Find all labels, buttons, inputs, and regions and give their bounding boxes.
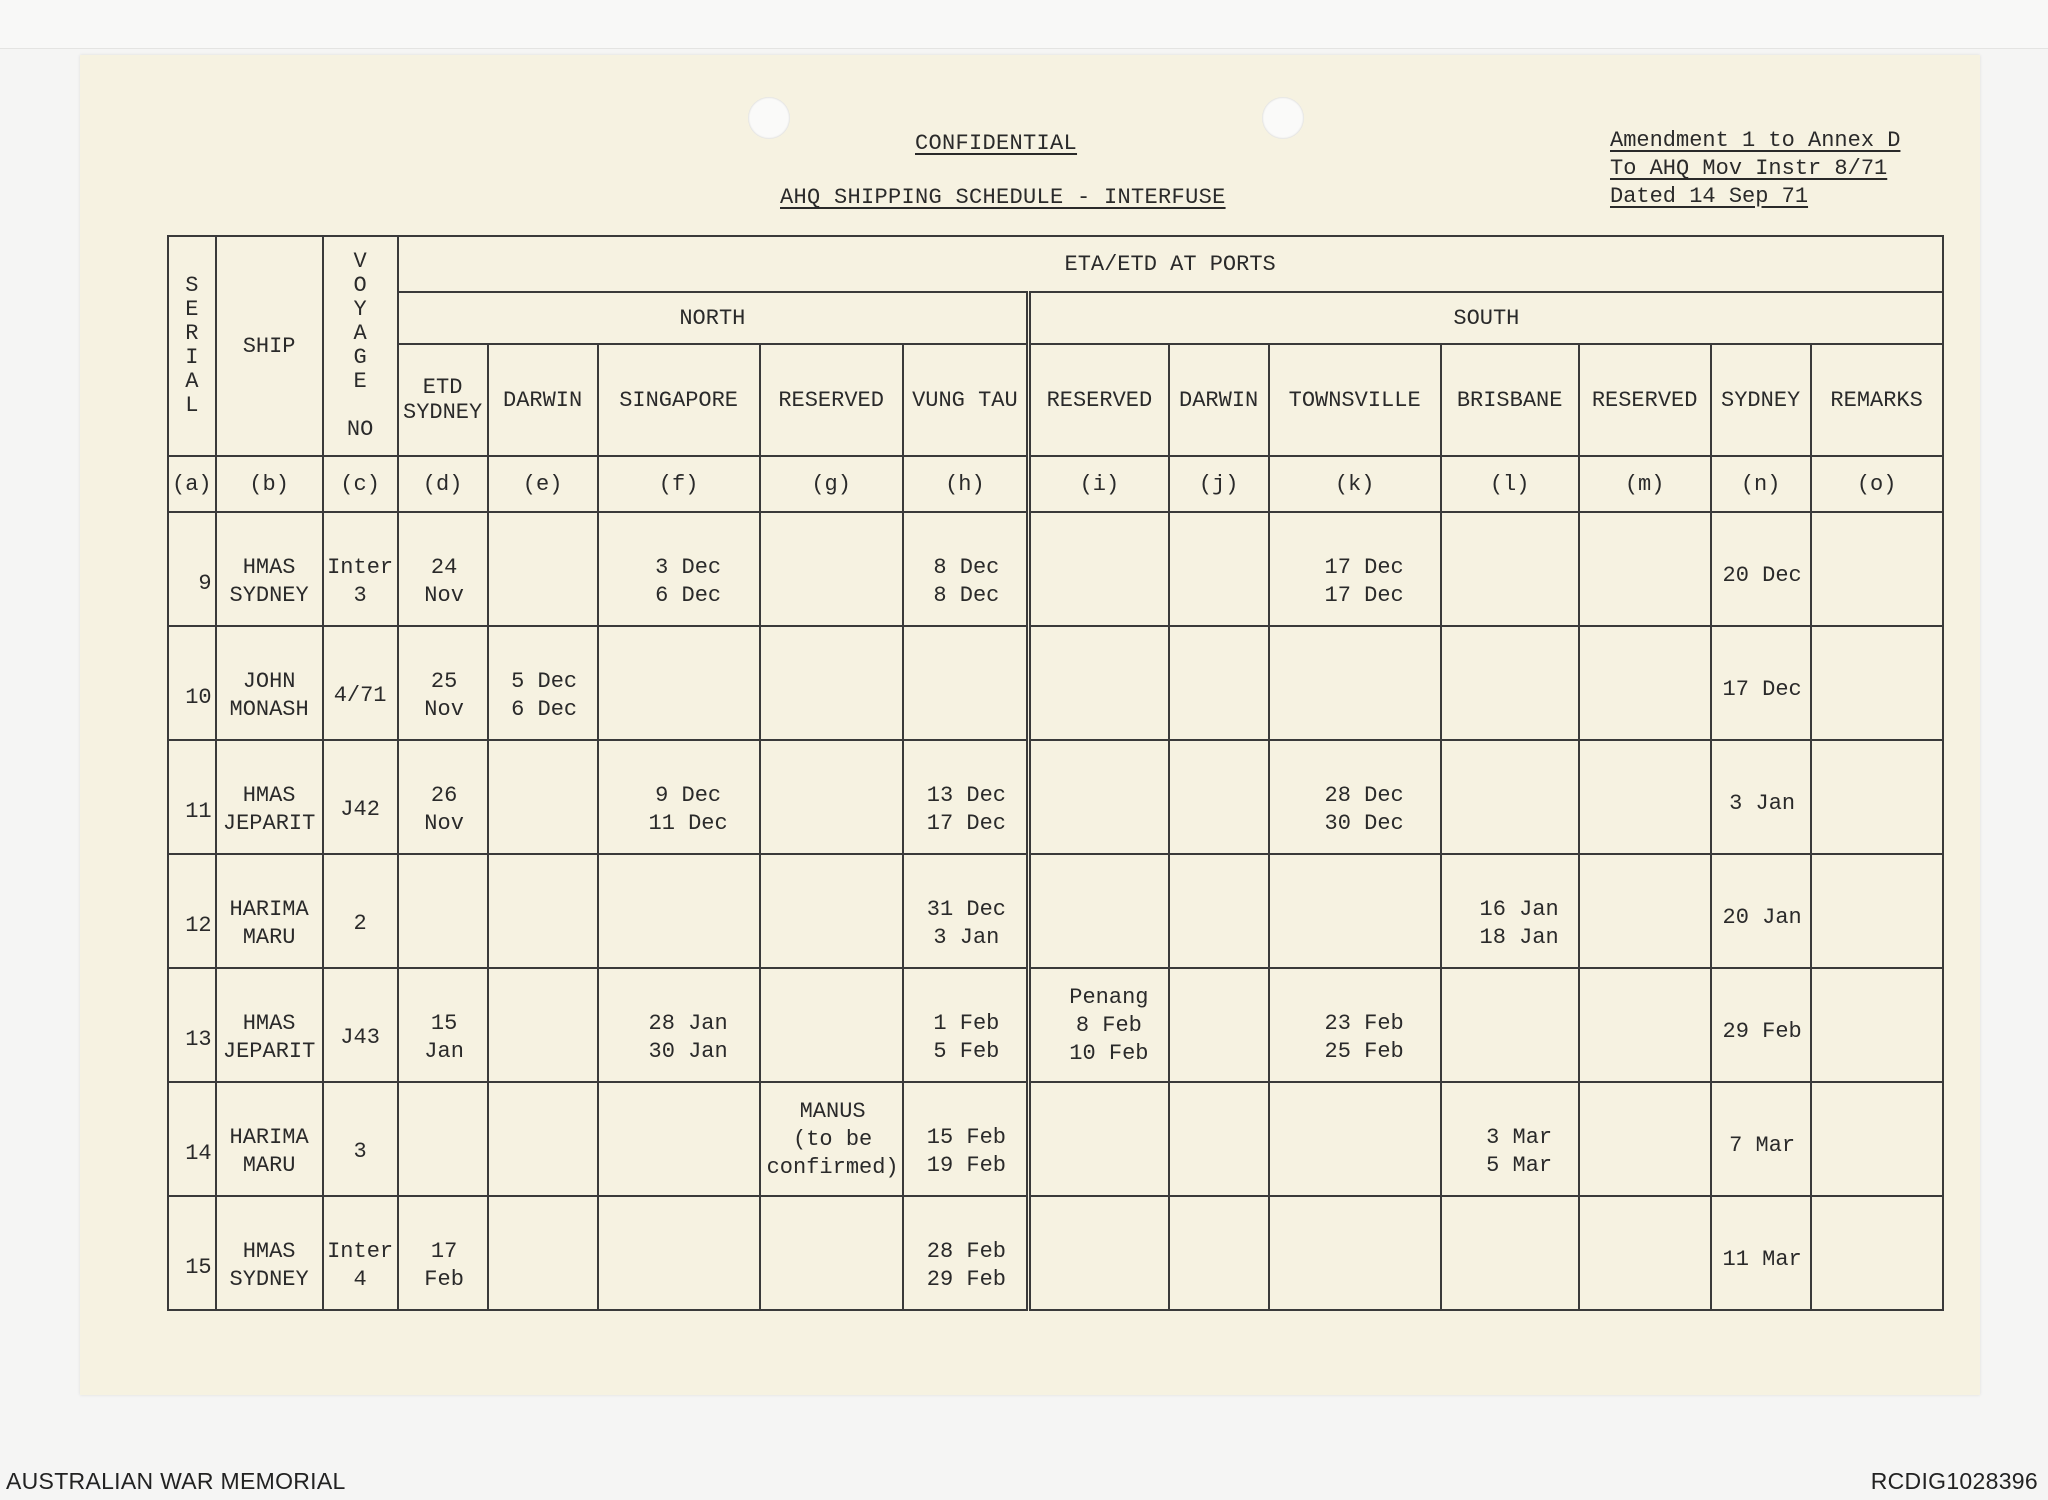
- date-line: Penang: [1069, 985, 1149, 1010]
- etd-sydney-cell: 15 Jan: [398, 968, 488, 1082]
- column-letter: (j): [1169, 456, 1269, 512]
- ship-cell: [216, 512, 323, 626]
- serial-header-letter: I: [185, 345, 199, 370]
- singapore-cell: [598, 512, 760, 626]
- voyage-line: 4: [353, 1267, 367, 1292]
- column-letter: (a): [168, 456, 216, 512]
- eta-etd-header: ETA/ETD AT PORTS: [398, 236, 1943, 292]
- date-line: 17 Dec: [926, 811, 1006, 836]
- townsville-cell: [1269, 512, 1441, 626]
- voyage-cell: [323, 968, 398, 1082]
- serial-header-letter: E: [185, 297, 199, 322]
- townsville-cell: [1269, 1082, 1441, 1196]
- date-line: 3 Mar: [1486, 1125, 1553, 1150]
- serial-cell: 11: [168, 740, 216, 854]
- darwin-south-cell: [1169, 1082, 1269, 1196]
- etd-sydney-cell: 24 Nov: [398, 512, 488, 626]
- date-line: 10 Feb: [1069, 1041, 1149, 1066]
- singapore-cell: [598, 968, 760, 1082]
- brisbane-cell: [1441, 1196, 1579, 1310]
- reserved-south-cell: [1029, 968, 1169, 1082]
- voyage-cell: [323, 512, 398, 626]
- serial-cell: 13: [168, 968, 216, 1082]
- document-page: [80, 55, 1980, 1395]
- etd-sydney-cell: 26 Nov: [398, 740, 488, 854]
- column-letter: (k): [1269, 456, 1441, 512]
- date-line: 8 Feb: [1075, 1013, 1142, 1038]
- ship-cell: [216, 1196, 323, 1310]
- brisbane-cell: [1441, 968, 1579, 1082]
- date-line: 15 Feb: [926, 1125, 1006, 1150]
- reserved-south2-cell: [1579, 854, 1711, 968]
- port-header: REMARKS: [1811, 344, 1943, 456]
- sydney-cell: 7 Mar: [1711, 1082, 1811, 1196]
- ship-name-line: MONASH: [229, 697, 309, 722]
- darwin-south-cell: [1169, 740, 1269, 854]
- date-line: 3 Jan: [933, 925, 1000, 950]
- voyage-header-no: NO: [346, 417, 374, 442]
- reserved-south2-cell: [1579, 968, 1711, 1082]
- ship-header: SHIP: [216, 236, 323, 456]
- date-line: 19 Feb: [926, 1153, 1006, 1178]
- table-row: [168, 740, 1943, 854]
- date-line: 11 Dec: [648, 811, 728, 836]
- top-strip: [0, 0, 2048, 49]
- column-letter: (e): [488, 456, 598, 512]
- serial-header: [168, 236, 216, 456]
- darwin-north-cell: [488, 626, 598, 740]
- voyage-header-letter: G: [353, 345, 367, 370]
- vung-tau-cell: [903, 1196, 1029, 1310]
- column-letter: (d): [398, 456, 488, 512]
- serial-header-letter: A: [185, 369, 199, 394]
- date-line: 13 Dec: [926, 783, 1006, 808]
- date-line: 9 Dec: [655, 783, 722, 808]
- serial-header-letter: R: [185, 321, 199, 346]
- column-letter: (b): [216, 456, 323, 512]
- shipping-schedule-table: [167, 235, 1944, 1311]
- amendment-line: To AHQ Mov Instr 8/71: [1610, 156, 1888, 181]
- singapore-cell: [598, 626, 760, 740]
- reserved-north-cell: [760, 968, 903, 1082]
- column-letter: (i): [1029, 456, 1169, 512]
- remarks-cell: [1811, 512, 1943, 626]
- vung-tau-cell: [903, 1082, 1029, 1196]
- reserved-south-cell: [1029, 854, 1169, 968]
- reserved-south2-cell: [1579, 626, 1711, 740]
- table-row: [168, 854, 1943, 968]
- date-line: 28 Dec: [1324, 783, 1404, 808]
- voyage-header-letter: A: [353, 321, 367, 346]
- table-row: [168, 626, 1943, 740]
- sydney-cell: 20 Dec: [1711, 512, 1811, 626]
- remarks-cell: [1811, 968, 1943, 1082]
- vung-tau-cell: [903, 854, 1029, 968]
- voyage-line: 2: [353, 911, 367, 936]
- townsville-cell: [1269, 968, 1441, 1082]
- ship-name-line: SYDNEY: [229, 1267, 309, 1292]
- column-letter: (c): [323, 456, 398, 512]
- brisbane-cell: [1441, 626, 1579, 740]
- port-header: SINGAPORE: [598, 344, 760, 456]
- voyage-header-letter: Y: [353, 297, 367, 322]
- date-line: 17 Dec: [1324, 555, 1404, 580]
- reserved-north-cell: [760, 1196, 903, 1310]
- voyage-line: 3: [353, 583, 367, 608]
- date-line: (to be: [793, 1127, 873, 1152]
- date-line: 23 Feb: [1324, 1011, 1404, 1036]
- date-line: 28 Feb: [926, 1239, 1006, 1264]
- serial-cell: 14: [168, 1082, 216, 1196]
- darwin-south-cell: [1169, 968, 1269, 1082]
- reserved-south2-cell: [1579, 1082, 1711, 1196]
- voyage-line: J42: [340, 797, 380, 822]
- singapore-cell: [598, 740, 760, 854]
- reserved-north-cell: [760, 854, 903, 968]
- reserved-north-cell: [760, 1082, 903, 1196]
- voyage-cell: [323, 740, 398, 854]
- ship-name-line: JOHN: [242, 669, 296, 694]
- column-letter: (g): [760, 456, 903, 512]
- date-line: 16 Jan: [1479, 897, 1559, 922]
- table-row: [168, 968, 1943, 1082]
- north-header: NORTH: [398, 292, 1029, 344]
- darwin-south-cell: [1169, 512, 1269, 626]
- sydney-cell: 11 Mar: [1711, 1196, 1811, 1310]
- reserved-south2-cell: [1579, 740, 1711, 854]
- port-header: VUNG TAU: [903, 344, 1029, 456]
- reserved-south-cell: [1029, 512, 1169, 626]
- punch-hole: [748, 97, 790, 139]
- voyage-header-letter: E: [353, 369, 367, 394]
- date-line: 5 Dec: [511, 669, 578, 694]
- townsville-cell: [1269, 854, 1441, 968]
- voyage-header-letter: O: [353, 273, 367, 298]
- column-letter: (m): [1579, 456, 1711, 512]
- ship-cell: [216, 740, 323, 854]
- port-header: SYDNEY: [1711, 344, 1811, 456]
- table-row: [168, 1082, 1943, 1196]
- port-header: RESERVED: [760, 344, 903, 456]
- voyage-header: [323, 236, 398, 456]
- date-line: 30 Dec: [1324, 811, 1404, 836]
- ship-cell: [216, 626, 323, 740]
- darwin-north-cell: [488, 1196, 598, 1310]
- date-line: 29 Feb: [926, 1267, 1006, 1292]
- voyage-cell: [323, 626, 398, 740]
- townsville-cell: [1269, 1196, 1441, 1310]
- serial-cell: 12: [168, 854, 216, 968]
- date-line: 6 Dec: [511, 697, 578, 722]
- schedule-title: AHQ SHIPPING SCHEDULE - INTERFUSE: [780, 185, 1226, 210]
- port-header: TOWNSVILLE: [1269, 344, 1441, 456]
- column-letter: (n): [1711, 456, 1811, 512]
- serial-header-letter: S: [185, 273, 199, 298]
- ship-cell: [216, 1082, 323, 1196]
- brisbane-cell: [1441, 740, 1579, 854]
- sydney-cell: 20 Jan: [1711, 854, 1811, 968]
- reserved-north-cell: [760, 512, 903, 626]
- brisbane-cell: [1441, 1082, 1579, 1196]
- ship-name-line: HARIMA: [229, 1125, 309, 1150]
- voyage-header-letter: V: [353, 249, 367, 274]
- table-row: [168, 512, 1943, 626]
- voyage-cell: [323, 1082, 398, 1196]
- ship-name-line: MARU: [242, 1153, 296, 1178]
- date-line: 25 Feb: [1324, 1039, 1404, 1064]
- punch-hole: [1262, 97, 1304, 139]
- reserved-south-cell: [1029, 626, 1169, 740]
- archive-reference: RCDIG1028396: [1870, 1468, 2038, 1494]
- serial-header-letter: L: [185, 393, 199, 418]
- port-header: BRISBANE: [1441, 344, 1579, 456]
- date-line: 5 Feb: [933, 1039, 1000, 1064]
- column-letter: (l): [1441, 456, 1579, 512]
- etd-sydney-cell: 25 Nov: [398, 626, 488, 740]
- date-line: 8 Dec: [933, 555, 1000, 580]
- port-header-line: ETD SYDNEY: [403, 375, 483, 425]
- classification-heading: CONFIDENTIAL: [915, 131, 1078, 156]
- date-line: 6 Dec: [655, 583, 722, 608]
- darwin-north-cell: [488, 740, 598, 854]
- vung-tau-cell: [903, 626, 1029, 740]
- port-header: RESERVED: [1579, 344, 1711, 456]
- archive-credit: AUSTRALIAN WAR MEMORIAL: [6, 1468, 346, 1494]
- darwin-south-cell: [1169, 1196, 1269, 1310]
- etd-sydney-cell: 17 Feb: [398, 1196, 488, 1310]
- column-letter: (h): [903, 456, 1029, 512]
- ship-name-line: HMAS: [242, 783, 296, 808]
- sydney-cell: 3 Jan: [1711, 740, 1811, 854]
- etd-sydney-cell: [398, 854, 488, 968]
- ship-cell: [216, 854, 323, 968]
- spacer: [327, 394, 394, 418]
- voyage-line: 4/71: [333, 683, 387, 708]
- voyage-line: Inter: [327, 555, 394, 580]
- etd-sydney-cell: [398, 1082, 488, 1196]
- ship-name-line: JEPARIT: [222, 1039, 316, 1064]
- amendment-reference: [1610, 127, 1900, 211]
- date-line: 5 Mar: [1486, 1153, 1553, 1178]
- ship-name-line: HMAS: [242, 555, 296, 580]
- date-line: 3 Dec: [655, 555, 722, 580]
- darwin-north-cell: [488, 968, 598, 1082]
- reserved-north-cell: [760, 626, 903, 740]
- south-header: SOUTH: [1029, 292, 1943, 344]
- singapore-cell: [598, 1196, 760, 1310]
- reserved-south2-cell: [1579, 512, 1711, 626]
- darwin-north-cell: [488, 512, 598, 626]
- voyage-cell: [323, 1196, 398, 1310]
- remarks-cell: [1811, 1196, 1943, 1310]
- serial-cell: 9: [168, 512, 216, 626]
- date-line: MANUS: [799, 1099, 866, 1124]
- darwin-north-cell: [488, 1082, 598, 1196]
- reserved-south-cell: [1029, 1082, 1169, 1196]
- darwin-south-cell: [1169, 626, 1269, 740]
- date-line: 30 Jan: [648, 1039, 728, 1064]
- reserved-south-cell: [1029, 740, 1169, 854]
- townsville-cell: [1269, 626, 1441, 740]
- date-line: 17 Dec: [1324, 583, 1404, 608]
- ship-name-line: JEPARIT: [222, 811, 316, 836]
- port-header: DARWIN: [488, 344, 598, 456]
- table-row: [168, 1196, 1943, 1310]
- ship-name-line: MARU: [242, 925, 296, 950]
- voyage-cell: [323, 854, 398, 968]
- darwin-north-cell: [488, 854, 598, 968]
- serial-cell: 15: [168, 1196, 216, 1310]
- column-letter: (o): [1811, 456, 1943, 512]
- vung-tau-cell: [903, 512, 1029, 626]
- remarks-cell: [1811, 1082, 1943, 1196]
- brisbane-cell: [1441, 512, 1579, 626]
- port-header: RESERVED: [1029, 344, 1169, 456]
- voyage-line: Inter: [327, 1239, 394, 1264]
- voyage-line: 3: [353, 1139, 367, 1164]
- ship-name-line: SYDNEY: [229, 583, 309, 608]
- date-line: 8 Dec: [933, 583, 1000, 608]
- date-line: 18 Jan: [1479, 925, 1559, 950]
- sydney-cell: 29 Feb: [1711, 968, 1811, 1082]
- vung-tau-cell: [903, 968, 1029, 1082]
- ship-cell: [216, 968, 323, 1082]
- remarks-cell: [1811, 740, 1943, 854]
- port-header: [398, 344, 488, 456]
- reserved-south2-cell: [1579, 1196, 1711, 1310]
- date-line: 31 Dec: [926, 897, 1006, 922]
- remarks-cell: [1811, 854, 1943, 968]
- singapore-cell: [598, 854, 760, 968]
- column-letter: (f): [598, 456, 760, 512]
- amendment-line: Dated 14 Sep 71: [1610, 184, 1809, 209]
- darwin-south-cell: [1169, 854, 1269, 968]
- brisbane-cell: [1441, 854, 1579, 968]
- serial-cell: 10: [168, 626, 216, 740]
- amendment-line: Amendment 1 to Annex D: [1610, 128, 1901, 153]
- voyage-line: J43: [340, 1025, 380, 1050]
- ship-name-line: HMAS: [242, 1239, 296, 1264]
- remarks-cell: [1811, 626, 1943, 740]
- date-line: 1 Feb: [933, 1011, 1000, 1036]
- date-line: 28 Jan: [648, 1011, 728, 1036]
- vung-tau-cell: [903, 740, 1029, 854]
- townsville-cell: [1269, 740, 1441, 854]
- port-header: DARWIN: [1169, 344, 1269, 456]
- ship-name-line: HMAS: [242, 1011, 296, 1036]
- ship-name-line: HARIMA: [229, 897, 309, 922]
- date-line: confirmed): [766, 1155, 899, 1180]
- reserved-north-cell: [760, 740, 903, 854]
- singapore-cell: [598, 1082, 760, 1196]
- sydney-cell: 17 Dec: [1711, 626, 1811, 740]
- reserved-south-cell: [1029, 1196, 1169, 1310]
